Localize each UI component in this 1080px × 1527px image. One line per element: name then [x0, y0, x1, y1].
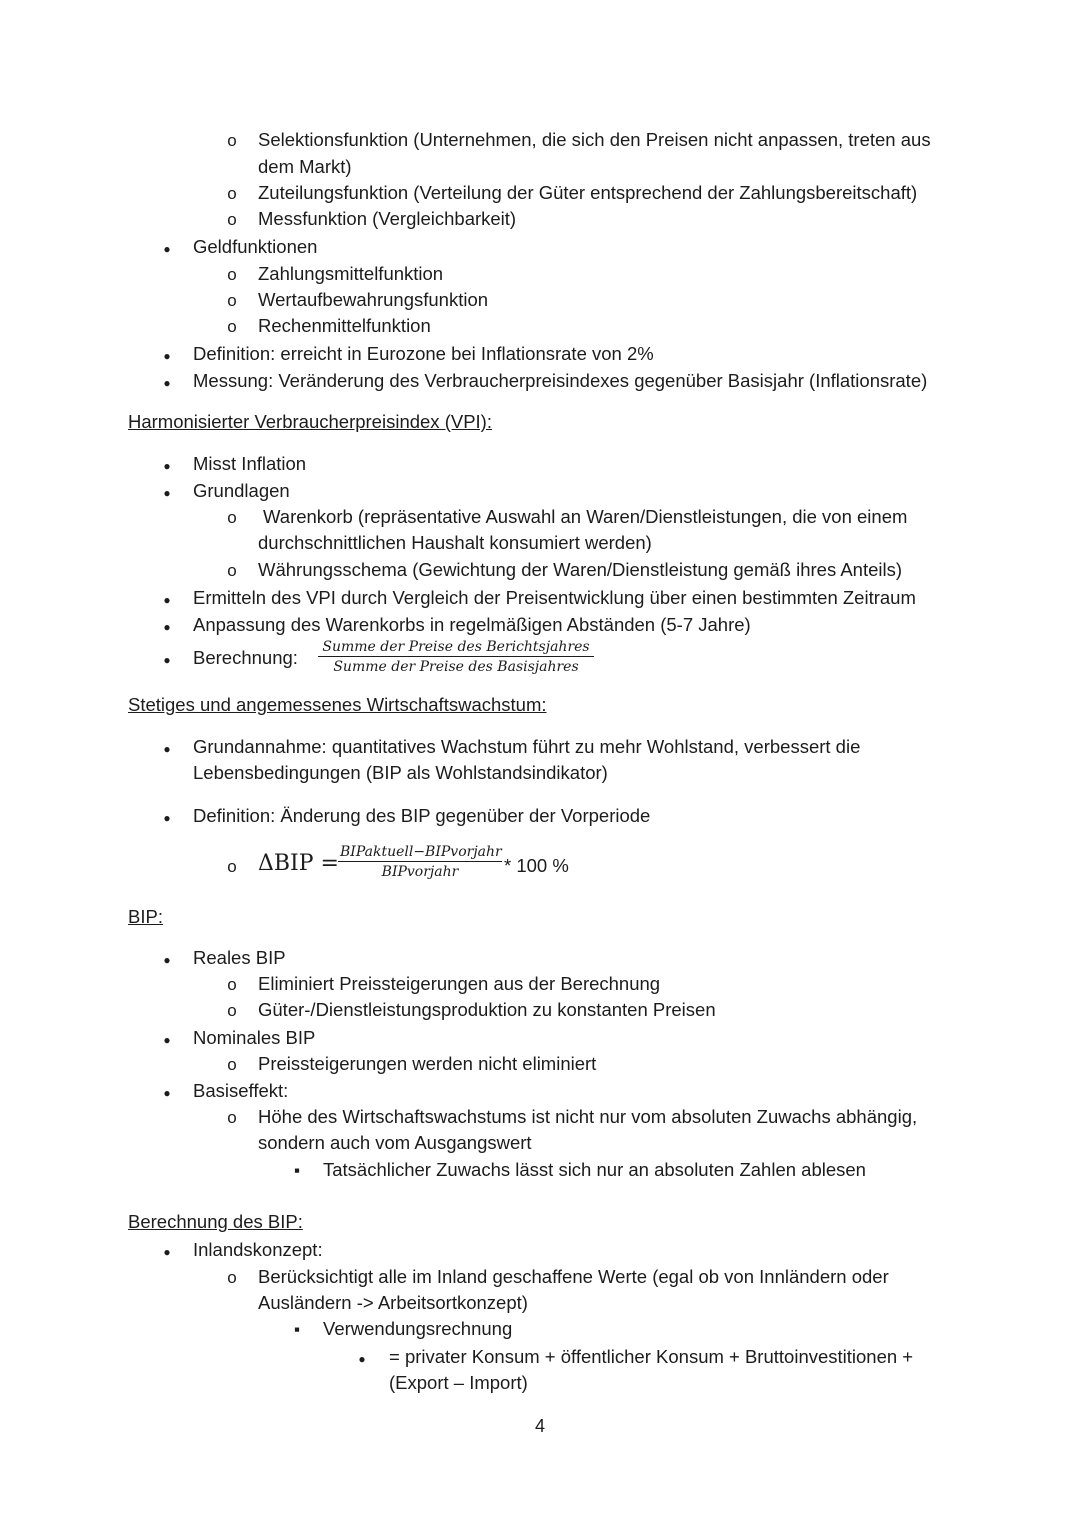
- fraction-numerator: BIPaktuell−BIPvorjahr: [340, 844, 502, 860]
- list-item: Selektionsfunktion (Unternehmen, die sich den Preisen nicht anpassen, treten aus: [258, 129, 931, 150]
- circle-bullet-icon: [222, 127, 242, 154]
- fraction-denominator: Summe der Preise des Basisjahres: [333, 659, 579, 675]
- dot-bullet-icon: [157, 645, 177, 673]
- list-item-continued: Lebensbedingungen (BIP als Wohlstandsindikator): [193, 762, 608, 783]
- list-item: Messung: Veränderung des Verbraucherpreisindexes gegenüber Basisjahr (Inflationsrate): [193, 370, 928, 391]
- vpi-fraction: [318, 638, 594, 677]
- circle-bullet-icon: [222, 1051, 242, 1078]
- dot-bullet-icon: [157, 585, 177, 613]
- list-item-continued: Ausländern -> Arbeitsortkonzept): [258, 1292, 528, 1313]
- bip-growth-fraction: [338, 843, 502, 882]
- list-item: Güter-/Dienstleistungsproduktion zu konstanten Preisen: [258, 999, 716, 1020]
- page-number: 4: [534, 1416, 545, 1436]
- list-item: Nominales BIP: [193, 1027, 316, 1048]
- list-item: Basiseffekt:: [193, 1080, 289, 1101]
- circle-bullet-icon: [222, 997, 242, 1024]
- circle-bullet-icon: [222, 261, 242, 288]
- list-item: Berechnung:: [193, 647, 298, 668]
- list-item: Berücksichtigt alle im Inland geschaffene Werte (egal ob von Innländern oder: [258, 1266, 889, 1287]
- dot-bullet-icon: [157, 803, 177, 831]
- dot-bullet-icon: [157, 612, 177, 640]
- dot-bullet-icon: [157, 368, 177, 396]
- list-item-continued: (Export – Import): [389, 1372, 528, 1393]
- list-item: Tatsächlicher Zuwachs lässt sich nur an absoluten Zahlen ablesen: [323, 1159, 866, 1180]
- dot-bullet-icon: [157, 234, 177, 262]
- list-item: Preissteigerungen werden nicht eliminiert: [258, 1053, 597, 1074]
- list-item: Zahlungsmittelfunktion: [258, 263, 444, 284]
- list-item-continued: dem Markt): [258, 156, 352, 177]
- circle-bullet-icon: [222, 287, 242, 314]
- dot-bullet-icon: [157, 945, 177, 973]
- formula-lhs: ΔBIP =: [258, 851, 339, 876]
- list-item: Höhe des Wirtschaftswachstums ist nicht nur vom absoluten Zuwachs abhängig,: [258, 1106, 918, 1127]
- square-bullet-icon: [287, 1316, 307, 1343]
- list-item: Eliminiert Preissteigerungen aus der Berechnung: [258, 973, 661, 994]
- list-item: Verwendungsrechnung: [323, 1318, 513, 1339]
- list-item: Definition: erreicht in Eurozone bei Inflationsrate von 2%: [193, 343, 654, 364]
- circle-bullet-icon: [222, 180, 242, 207]
- list-item: Währungsschema (Gewichtung der Waren/Dienstleistung gemäß ihres Anteils): [258, 559, 903, 580]
- dot-bullet-icon: [157, 734, 177, 762]
- dot-bullet-icon: [157, 478, 177, 506]
- dot-bullet-icon: [157, 451, 177, 479]
- section-heading-wachstum: Stetiges und angemessenes Wirtschaftswachstum:: [128, 694, 547, 715]
- list-item: Anpassung des Warenkorbs in regelmäßigen Abständen (5-7 Jahre): [193, 614, 751, 635]
- square-bullet-icon: [287, 1157, 307, 1184]
- circle-bullet-icon: [222, 206, 242, 233]
- circle-bullet-icon: [222, 1104, 242, 1131]
- list-item: Inlandskonzept:: [193, 1239, 323, 1260]
- list-item: = privater Konsum + öffentlicher Konsum + Bruttoinvestitionen +: [389, 1346, 914, 1367]
- circle-bullet-icon: [222, 853, 242, 880]
- list-item: Misst Inflation: [193, 453, 307, 474]
- circle-bullet-icon: [222, 313, 242, 340]
- circle-bullet-icon: [222, 1264, 242, 1291]
- fraction-denominator: BIPvorjahr: [381, 864, 459, 880]
- list-item: Definition: Änderung des BIP gegenüber der Vorperiode: [193, 805, 651, 826]
- list-item: Ermitteln des VPI durch Vergleich der Preisentwicklung über einen bestimmten Zeitraum: [193, 587, 916, 608]
- list-item-continued: sondern auch vom Ausgangswert: [258, 1132, 532, 1153]
- dot-bullet-icon: [157, 1237, 177, 1265]
- list-item: Rechenmittelfunktion: [258, 315, 431, 336]
- circle-bullet-icon: [222, 504, 242, 531]
- list-item: Warenkorb (repräsentative Auswahl an Waren/Dienstleistungen, die von einem: [263, 506, 908, 527]
- list-item-continued: durchschnittlichen Haushalt konsumiert werden): [258, 532, 652, 553]
- section-heading-berechnung: Berechnung des BIP:: [128, 1211, 303, 1232]
- list-item: Reales BIP: [193, 947, 286, 968]
- dot-bullet-icon: [352, 1344, 372, 1372]
- formula-tail: * 100 %: [504, 855, 569, 876]
- circle-bullet-icon: [222, 557, 242, 584]
- list-item: Grundlagen: [193, 480, 290, 501]
- list-item: Grundannahme: quantitatives Wachstum führt zu mehr Wohlstand, verbessert die: [193, 736, 861, 757]
- list-item: Zuteilungsfunktion (Verteilung der Güter entsprechend der Zahlungsbereitschaft): [258, 182, 918, 203]
- section-heading-vpi: Harmonisierter Verbraucherpreisindex (VPI):: [128, 411, 492, 432]
- section-heading-bip: BIP:: [128, 906, 163, 927]
- dot-bullet-icon: [157, 341, 177, 369]
- circle-bullet-icon: [222, 971, 242, 998]
- list-item: Geldfunktionen: [193, 236, 318, 257]
- dot-bullet-icon: [157, 1078, 177, 1106]
- list-item: Messfunktion (Vergleichbarkeit): [258, 208, 517, 229]
- fraction-numerator: Summe der Preise des Berichtsjahres: [318, 638, 594, 657]
- list-item: Wertaufbewahrungsfunktion: [258, 289, 489, 310]
- dot-bullet-icon: [157, 1025, 177, 1053]
